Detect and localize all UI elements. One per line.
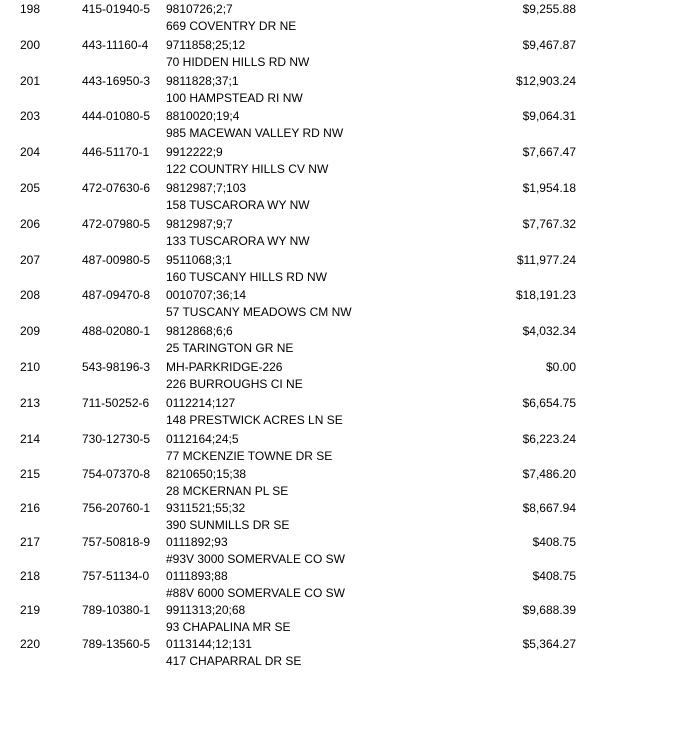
amount: $408.75: [532, 569, 576, 584]
property-address: 93 CHAPALINA MR SE: [166, 620, 291, 635]
legal-description: 9812868;6;6: [166, 324, 233, 339]
record-row: [0, 215, 688, 251]
legal-description: 0112164;24;5: [166, 431, 239, 446]
record-number: 208: [20, 288, 41, 303]
record-row: [0, 72, 688, 108]
property-address: 100 HAMPSTEAD RI NW: [166, 90, 303, 105]
legal-description: 9812987;9;7: [166, 216, 233, 231]
roll-number: 487-09470-8: [82, 288, 151, 303]
record-row: [0, 322, 688, 358]
record-number: 218: [20, 569, 41, 584]
roll-number: 444-01080-5: [82, 109, 151, 124]
amount: $4,032.34: [522, 324, 576, 339]
record-row: [0, 251, 688, 287]
legal-description: 9511068;3;1: [166, 252, 232, 267]
roll-number: 789-13560-5: [82, 637, 151, 652]
property-address: 28 MCKERNAN PL SE: [166, 484, 289, 499]
amount: $9,064.31: [522, 109, 576, 124]
amount: $9,255.88: [522, 2, 576, 16]
legal-description: 9911313;20;68: [166, 603, 246, 618]
property-address: #93V 3000 SOMERVALE CO SW: [166, 552, 345, 567]
record-row: [0, 394, 688, 430]
property-address: 417 CHAPARRAL DR SE: [166, 654, 302, 669]
roll-number: 756-20760-1: [82, 501, 151, 516]
record-row: [0, 358, 688, 394]
legal-description: 0111892;93: [166, 535, 228, 550]
record-number: 207: [20, 252, 41, 267]
record-number: 210: [20, 359, 41, 374]
record-row: [0, 143, 688, 179]
amount: $11,977.24: [516, 252, 576, 267]
property-address: 390 SUNMILLS DR SE: [166, 518, 290, 533]
record-number: 204: [20, 145, 41, 160]
roll-number: 487-00980-5: [82, 252, 151, 267]
legal-description: MH-PARKRIDGE-226: [166, 359, 283, 374]
property-address: 669 COVENTRY DR NE: [166, 19, 297, 33]
property-address: 57 TUSCANY MEADOWS CM NW: [166, 305, 352, 320]
amount: $7,486.20: [522, 467, 576, 482]
legal-description: 9812987;7;103: [166, 180, 247, 195]
legal-description: 0112214;127: [166, 395, 236, 410]
legal-description: 9711858;25;12: [166, 37, 246, 52]
amount: $7,667.47: [522, 145, 576, 160]
property-address: 985 MACEWAN VALLEY RD NW: [166, 126, 344, 141]
record-number: 209: [20, 324, 41, 339]
record-number: 213: [20, 395, 41, 410]
property-address: 158 TUSCARORA WY NW: [166, 197, 310, 212]
roll-number: 472-07630-6: [82, 180, 151, 195]
record-number: 200: [20, 37, 41, 52]
roll-number: 488-02080-1: [82, 324, 151, 339]
property-address: 148 PRESTWICK ACRES LN SE: [166, 412, 343, 427]
record-row: [0, 601, 688, 635]
roll-number: 543-98196-3: [82, 359, 151, 374]
legal-description: 0113144;12;131: [166, 637, 252, 652]
record-row: [0, 36, 688, 72]
record-number: 201: [20, 73, 41, 88]
property-address: 122 COUNTRY HILLS CV NW: [166, 162, 329, 177]
record-row: [0, 635, 688, 669]
amount: $9,467.87: [522, 37, 576, 52]
amount: $7,767.32: [522, 216, 576, 231]
amount: $6,654.75: [522, 395, 576, 410]
record-row: [0, 533, 688, 567]
record-row: [0, 499, 688, 533]
legal-description: 9810726;2;7: [166, 2, 233, 16]
record-row: [0, 107, 688, 143]
legal-description: 8810020;19;4: [166, 109, 240, 124]
record-number: 203: [20, 109, 41, 124]
record-row: [0, 567, 688, 601]
property-address: 25 TARINGTON GR NE: [166, 341, 294, 356]
record-row: [0, 179, 688, 215]
roll-number: 443-11160-4: [82, 37, 149, 52]
property-address: 226 BURROUGHS CI NE: [166, 376, 303, 391]
record-number: 220: [20, 637, 41, 652]
roll-number: 754-07370-8: [82, 467, 151, 482]
record-row: [0, 465, 688, 499]
legal-description: 9811828;37;1: [166, 73, 239, 88]
record-number: 214: [20, 431, 41, 446]
property-address: 70 HIDDEN HILLS RD NW: [166, 54, 310, 69]
record-row: [0, 430, 688, 466]
amount: $12,903.24: [515, 73, 576, 88]
record-number: 217: [20, 535, 41, 550]
roll-number: 789-10380-1: [82, 603, 151, 618]
legal-description: 9912222;9: [166, 145, 223, 160]
amount: $6,223.24: [522, 431, 576, 446]
record-number: 206: [20, 216, 41, 231]
record-row: [0, 0, 688, 36]
legal-description: 8210650;15;38: [166, 467, 247, 482]
legal-description: 9311521;55;32: [166, 501, 246, 516]
roll-number: 446-51170-1: [82, 145, 150, 160]
roll-number: 415-01940-5: [82, 2, 151, 16]
record-number: 205: [20, 180, 41, 195]
amount: $408.75: [532, 535, 576, 550]
record-number: 198: [20, 2, 41, 16]
legal-description: 0111893;88: [166, 569, 228, 584]
amount: $18,191.23: [515, 288, 576, 303]
roll-number: 757-50818-9: [82, 535, 151, 550]
record-row: [0, 286, 688, 322]
roll-number: 757-51134-0: [82, 569, 150, 584]
amount: $5,364.27: [522, 637, 576, 652]
legal-description: 0010707;36;14: [166, 288, 247, 303]
record-number: 219: [20, 603, 41, 618]
property-address: 77 MCKENZIE TOWNE DR SE: [166, 448, 333, 463]
amount: $0.00: [545, 359, 576, 374]
property-address: 133 TUSCARORA WY NW: [166, 233, 310, 248]
roll-number: 472-07980-5: [82, 216, 151, 231]
property-address: 160 TUSCANY HILLS RD NW: [166, 269, 327, 284]
amount: $1,954.18: [522, 180, 576, 195]
amount: $9,688.39: [522, 603, 576, 618]
property-address: #88V 6000 SOMERVALE CO SW: [166, 586, 345, 601]
record-number: 216: [20, 501, 41, 516]
record-number: 215: [20, 467, 41, 482]
amount: $8,667.94: [522, 501, 576, 516]
roll-number: 730-12730-5: [82, 431, 151, 446]
roll-number: 711-50252-6: [82, 395, 150, 410]
roll-number: 443-16950-3: [82, 73, 151, 88]
